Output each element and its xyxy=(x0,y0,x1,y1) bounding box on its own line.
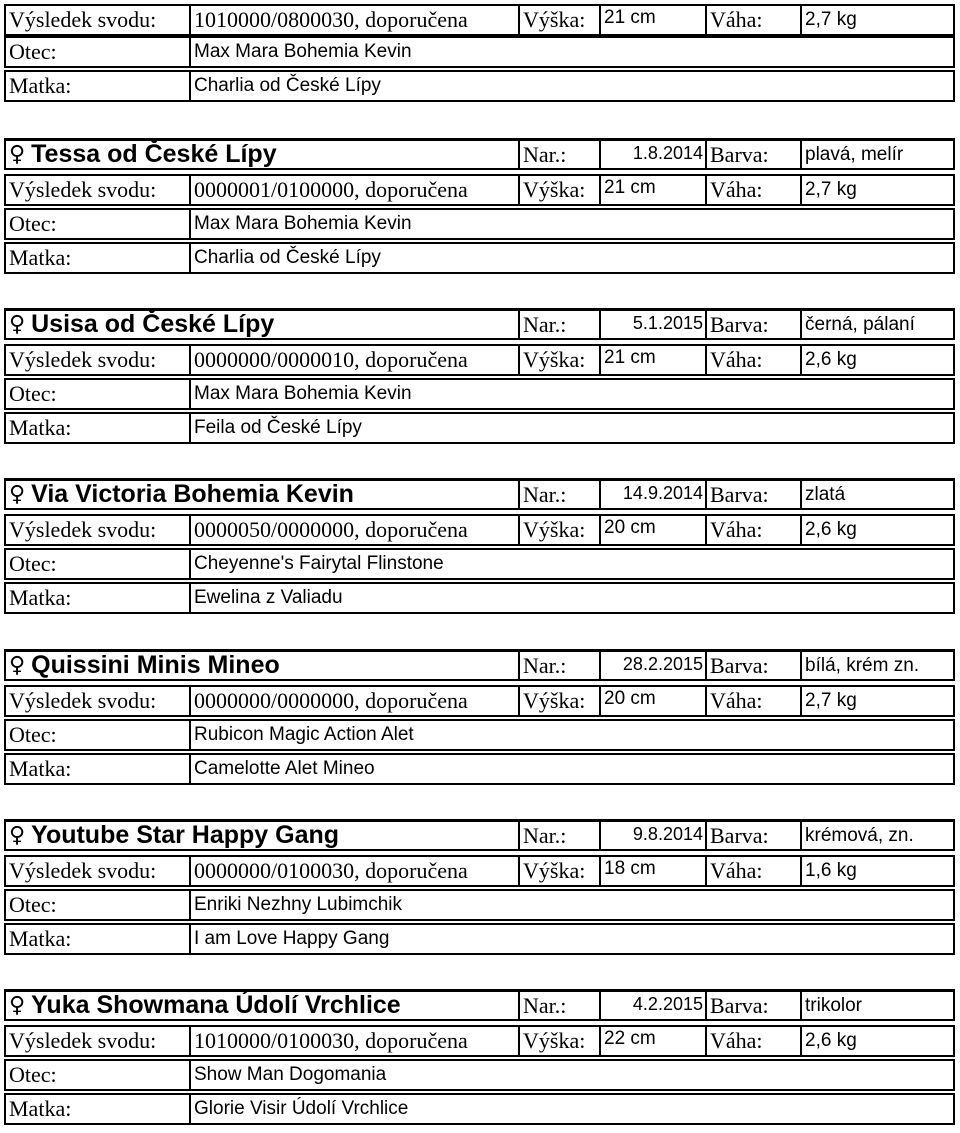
results-row xyxy=(4,344,955,376)
height-value: 22 cm xyxy=(599,1027,705,1055)
weight-value: 2,6 kg xyxy=(800,1027,953,1055)
father-label: Otec: xyxy=(9,211,57,236)
dog-name-cell xyxy=(6,992,518,1019)
birth-label: Nar.: xyxy=(518,141,599,168)
female-icon: ♀ xyxy=(9,993,26,1018)
father-row xyxy=(4,719,955,751)
results-row xyxy=(4,174,955,206)
mother-label: Matka: xyxy=(9,585,72,610)
father-row xyxy=(4,889,955,921)
birth-label: Nar.: xyxy=(518,822,599,849)
father-value: Max Mara Bohemia Kevin xyxy=(189,380,943,408)
birth-date: 28.2.2015 xyxy=(599,652,705,679)
birth-date: 5.1.2015 xyxy=(599,311,705,338)
name-row xyxy=(4,649,955,681)
color-label: Barva: xyxy=(705,311,800,338)
name-row xyxy=(4,478,955,510)
height-label: Výška: xyxy=(518,516,599,544)
dog-name: Yuka Showmana Údolí Vrchlice xyxy=(31,992,401,1019)
female-icon: ♀ xyxy=(9,653,26,678)
results-label: Výsledek svodu: xyxy=(9,858,157,883)
color-label: Barva: xyxy=(705,992,800,1019)
father-value: Rubicon Magic Action Alet xyxy=(189,721,943,749)
birth-label: Nar.: xyxy=(518,311,599,338)
birth-date: 1.8.2014 xyxy=(599,141,705,168)
results-value: 1010000/0800030, doporučena xyxy=(189,6,518,34)
mother-value: Feila od České Lípy xyxy=(189,414,943,442)
results-value: 0000000/0000000, doporučena xyxy=(189,687,518,715)
height-value: 20 cm xyxy=(599,687,705,715)
height-label: Výška: xyxy=(518,857,599,885)
female-icon: ♀ xyxy=(9,312,26,337)
mother-row xyxy=(4,412,955,444)
mother-label: Matka: xyxy=(9,415,72,440)
mother-value: Glorie Visir Údolí Vrchlice xyxy=(189,1095,943,1123)
father-value: Enriki Nezhny Lubimchik xyxy=(189,891,943,919)
dog-name-cell xyxy=(6,481,518,508)
father-label: Otec: xyxy=(9,39,57,64)
color-label: Barva: xyxy=(705,141,800,168)
dog-name: Usisa od České Lípy xyxy=(31,311,275,338)
female-icon: ♀ xyxy=(9,482,26,507)
mother-value: Camelotte Alet Mineo xyxy=(189,755,943,783)
color-value: plavá, melír xyxy=(800,141,953,168)
mother-label: Matka: xyxy=(9,73,72,98)
mother-value: I am Love Happy Gang xyxy=(189,925,943,953)
dog-name-cell xyxy=(6,822,518,849)
father-row xyxy=(4,548,955,580)
father-label: Otec: xyxy=(9,892,57,917)
results-label: Výsledek svodu: xyxy=(9,347,157,372)
mother-row xyxy=(4,582,955,614)
mother-row xyxy=(4,753,955,785)
father-value: Max Mara Bohemia Kevin xyxy=(189,210,943,238)
weight-value: 2,6 kg xyxy=(800,516,953,544)
father-label: Otec: xyxy=(9,381,57,406)
mother-row xyxy=(4,70,955,102)
father-row xyxy=(4,36,955,68)
height-value: 21 cm xyxy=(599,176,705,204)
mother-label: Matka: xyxy=(9,245,72,270)
birth-label: Nar.: xyxy=(518,481,599,508)
color-label: Barva: xyxy=(705,481,800,508)
results-label: Výsledek svodu: xyxy=(9,1028,157,1053)
mother-row xyxy=(4,923,955,955)
father-value: Cheyenne's Fairytal Flinstone xyxy=(189,550,943,578)
mother-label: Matka: xyxy=(9,756,72,781)
results-value: 0000050/0000000, doporučena xyxy=(189,516,518,544)
results-value: 0000001/0100000, doporučena xyxy=(189,176,518,204)
height-label: Výška: xyxy=(518,6,599,34)
mother-label: Matka: xyxy=(9,1096,72,1121)
results-row xyxy=(4,685,955,717)
weight-value: 2,7 kg xyxy=(800,176,953,204)
dog-name: Via Victoria Bohemia Kevin xyxy=(31,481,354,508)
mother-value: Charlia od České Lípy xyxy=(189,244,943,272)
birth-date: 4.2.2015 xyxy=(599,992,705,1019)
color-label: Barva: xyxy=(705,652,800,679)
dog-name: Youtube Star Happy Gang xyxy=(31,822,340,849)
color-value: černá, pálaní xyxy=(800,311,953,338)
results-label: Výsledek svodu: xyxy=(9,517,157,542)
weight-label: Váha: xyxy=(705,857,800,885)
mother-label: Matka: xyxy=(9,926,72,951)
results-label: Výsledek svodu: xyxy=(9,177,157,202)
female-icon: ♀ xyxy=(9,142,26,167)
results-row xyxy=(4,514,955,546)
dog-name-cell xyxy=(6,652,518,679)
color-value: bílá, krém zn. xyxy=(800,652,953,679)
results-label: Výsledek svodu: xyxy=(9,7,157,32)
height-label: Výška: xyxy=(518,1027,599,1055)
height-label: Výška: xyxy=(518,176,599,204)
weight-label: Váha: xyxy=(705,1027,800,1055)
height-label: Výška: xyxy=(518,687,599,715)
dog-name-cell xyxy=(6,141,518,168)
mother-row xyxy=(4,1093,955,1125)
mother-value: Charlia od České Lípy xyxy=(189,72,943,100)
father-value: Show Man Dogomania xyxy=(189,1061,943,1089)
height-value: 20 cm xyxy=(599,516,705,544)
results-label: Výsledek svodu: xyxy=(9,688,157,713)
results-value: 0000000/0100030, doporučena xyxy=(189,857,518,885)
name-row xyxy=(4,989,955,1021)
mother-row xyxy=(4,242,955,274)
weight-label: Váha: xyxy=(705,516,800,544)
weight-value: 2,7 kg xyxy=(800,687,953,715)
mother-value: Ewelina z Valiadu xyxy=(189,584,943,612)
father-label: Otec: xyxy=(9,551,57,576)
height-label: Výška: xyxy=(518,346,599,374)
weight-value: 1,6 kg xyxy=(800,857,953,885)
father-value: Max Mara Bohemia Kevin xyxy=(189,38,943,66)
results-row xyxy=(4,1025,955,1057)
father-row xyxy=(4,208,955,240)
birth-date: 9.8.2014 xyxy=(599,822,705,849)
weight-value: 2,7 kg xyxy=(800,6,953,34)
birth-label: Nar.: xyxy=(518,652,599,679)
height-value: 21 cm xyxy=(599,346,705,374)
results-row xyxy=(4,4,955,36)
color-value: trikolor xyxy=(800,992,953,1019)
father-row xyxy=(4,1059,955,1091)
birth-label: Nar.: xyxy=(518,992,599,1019)
birth-date: 14.9.2014 xyxy=(599,481,705,508)
father-label: Otec: xyxy=(9,722,57,747)
height-value: 18 cm xyxy=(599,857,705,885)
color-label: Barva: xyxy=(705,822,800,849)
name-row xyxy=(4,819,955,851)
color-value: krémová, zn. xyxy=(800,822,953,849)
color-value: zlatá xyxy=(800,481,953,508)
weight-label: Váha: xyxy=(705,6,800,34)
father-label: Otec: xyxy=(9,1062,57,1087)
father-row xyxy=(4,378,955,410)
weight-label: Váha: xyxy=(705,176,800,204)
results-value: 0000000/0000010, doporučena xyxy=(189,346,518,374)
dog-name: Tessa od České Lípy xyxy=(31,141,277,168)
height-value: 21 cm xyxy=(599,6,705,34)
female-icon: ♀ xyxy=(9,823,26,848)
name-row xyxy=(4,138,955,170)
results-value: 1010000/0100030, doporučena xyxy=(189,1027,518,1055)
weight-value: 2,6 kg xyxy=(800,346,953,374)
dog-name-cell xyxy=(6,311,518,338)
results-row xyxy=(4,855,955,887)
name-row xyxy=(4,308,955,340)
dog-name: Quissini Minis Mineo xyxy=(31,652,280,679)
weight-label: Váha: xyxy=(705,346,800,374)
weight-label: Váha: xyxy=(705,687,800,715)
